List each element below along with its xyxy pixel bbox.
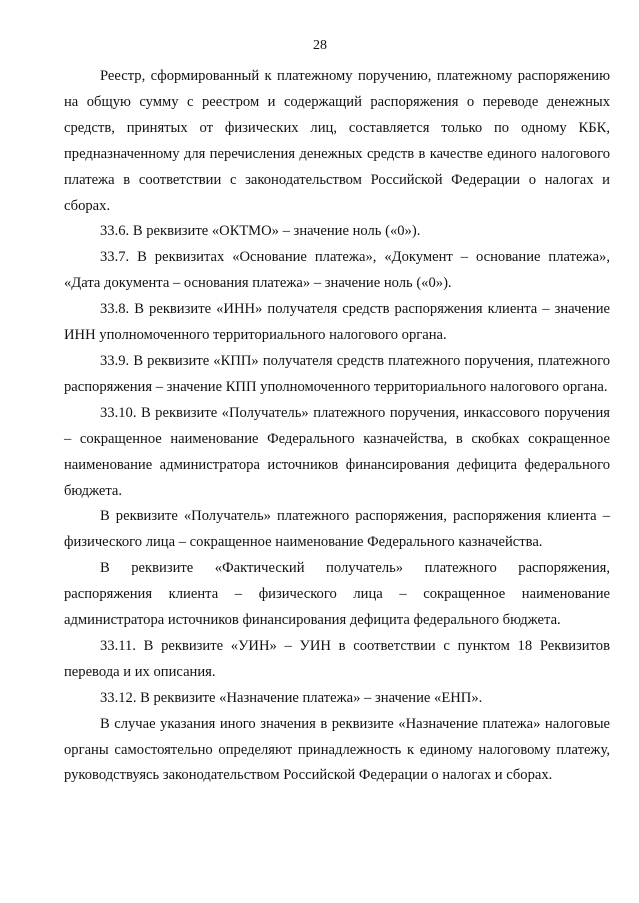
paragraph-registry: Реестр, сформированный к платежному поручению, платежному распоряжению на общую сумму с реестром и содержащий распоряжения о переводе денежных средств, принятых от физических лиц, составляется только по одному КБК, предназначенному для перечисления денежных средств в качестве единого налогового платежа в соответствии с законодательством Российской Федерации о налогах и сборах. (64, 68, 610, 214)
paragraph-33-8: 33.8. В реквизите «ИНН» получателя средств распоряжения клиента – значение ИНН уполномоченного территориального налогового органа. (64, 301, 610, 344)
paragraph-33-10: 33.10. В реквизите «Получатель» платежного поручения, инкассового поручения – сокращенное наименование Федерального казначейства, в скобках сокращенное наименование администратора источников финансирования дефицита федерального бюджета. (64, 404, 610, 499)
paragraph-33-12: 33.12. В реквизите «Назначение платежа» – значение «ЕНП». (100, 689, 483, 706)
paragraph-payment-purpose: В случае указания иного значения в реквизите «Назначение платежа» налоговые органы самостоятельно определяют принадлежность к единому налоговому платежу, руководствуясь законодательством Российской Федерации о налогах и сборах. (64, 715, 610, 784)
paragraph-33-7: 33.7. В реквизитах «Основание платежа», «Документ – основание платежа», «Дата документа – основания платежа» – значение ноль («0»). (64, 249, 610, 292)
paragraph-33-11: 33.11. В реквизите «УИН» – УИН в соответствии с пунктом 18 Реквизитов перевода и их описания. (64, 637, 610, 680)
paragraph-33-9: 33.9. В реквизите «КПП» получателя средств платежного поручения, платежного распоряжения – значение КПП уполномоченного территориального налогового органа. (64, 352, 610, 395)
paragraph-actual-recipient: В реквизите «Фактический получатель» платежного распоряжения, распоряжения клиента – физического лица – сокращенное наименование администратора источников финансирования дефицита федерального бюджета. (64, 560, 610, 629)
paragraph-33-6: 33.6. В реквизите «ОКТМО» – значение ноль («0»). (100, 223, 421, 240)
page-number: 28 (313, 38, 327, 53)
document-body (64, 64, 610, 789)
paragraph-recipient: В реквизите «Получатель» платежного распоряжения, распоряжения клиента – физического лица – сокращенное наименование Федерального казначейства. (64, 508, 610, 551)
